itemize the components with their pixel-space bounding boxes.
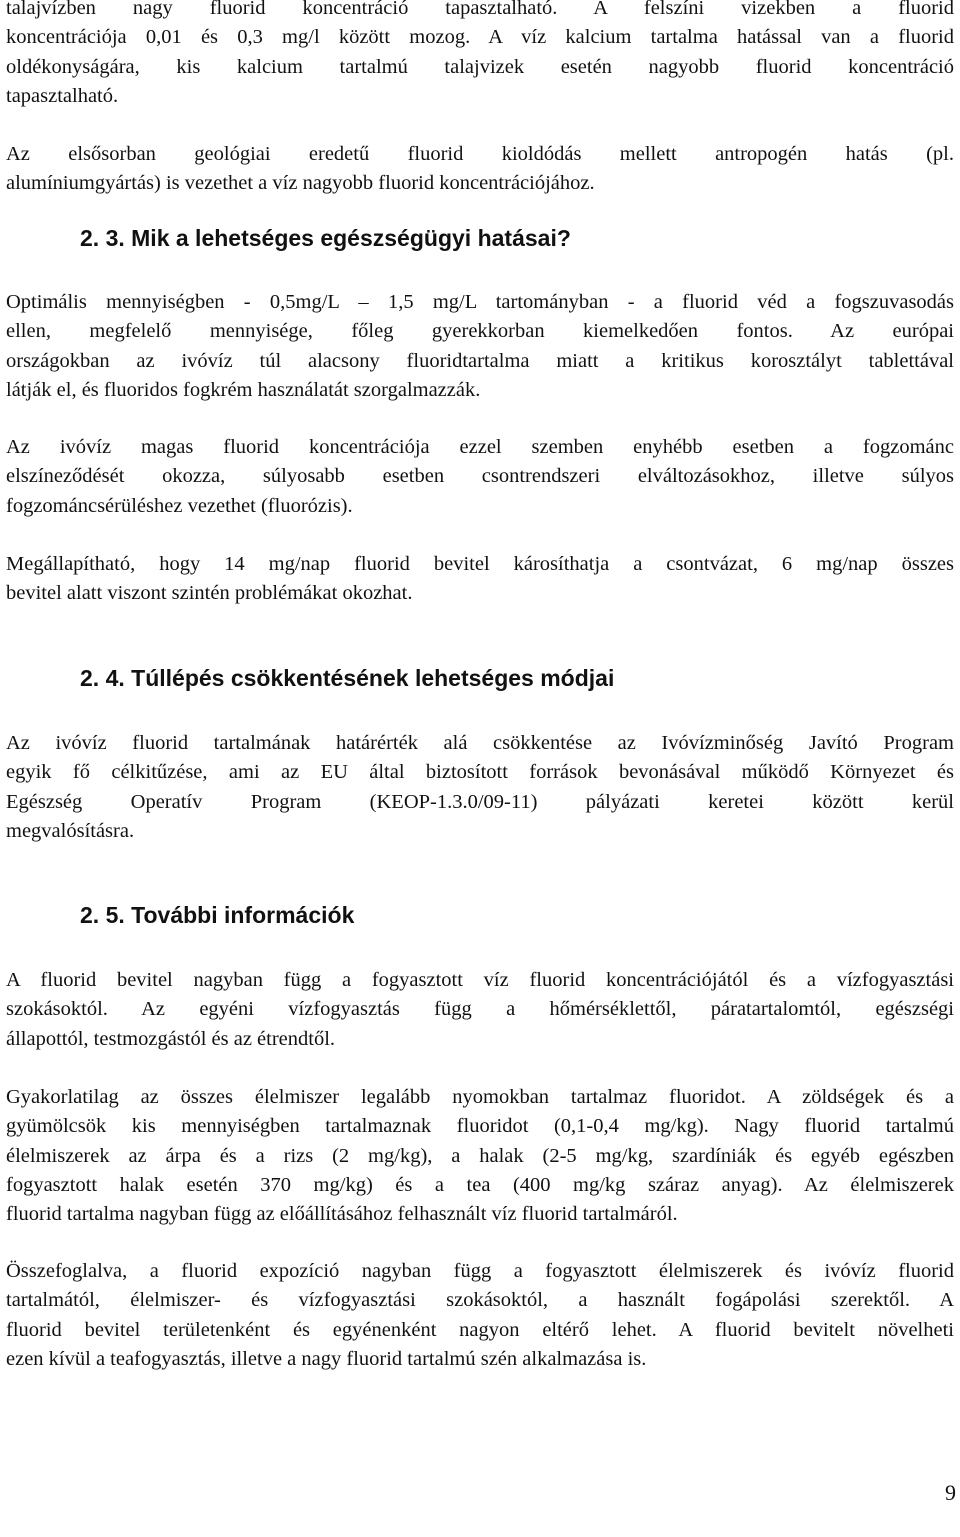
text-line: egyik fő célkitűzése, ami az EU által biztosított források bevonásával működő Környezet és — [6, 761, 954, 784]
text-line: megvalósításra. — [6, 819, 135, 842]
section-heading-2-5: 2. 5. További információk — [80, 902, 355, 928]
text-line: Egészség Operatív Program (KEOP-1.3.0/09-11) pályázati keretei között kerül — [6, 790, 954, 813]
text-line: gyümölcsök kis mennyiségben tartalmaznak fluoridot (0,1-0,4 mg/kg). Nagy fluorid tartalmú — [6, 1115, 954, 1138]
text-line: látják el, és fluoridos fogkrém használatát szorgalmazzák. — [6, 378, 481, 401]
paragraph-fluoride-groundwater — [6, 0, 954, 111]
text-line: A fluorid bevitel nagyban függ a fogyasztott víz fluorid koncentrációjától és a vízfogyasztási — [6, 969, 954, 991]
text-line: tapasztalható. — [6, 84, 119, 107]
paragraph-intake-dependence — [6, 966, 954, 1054]
section-heading-2-3: 2. 3. Mik a lehetséges egészségügyi hatásai? — [80, 225, 571, 251]
text-line: Gyakorlatilag az összes élelmiszer legalább nyomokban tartalmaz fluoridot. A zöldségek és a — [6, 1086, 954, 1108]
paragraph-high-concentration — [6, 433, 954, 521]
text-line: talajvízben nagy fluorid koncentráció tapasztalható. A felszíni vizekben a fluorid — [6, 0, 954, 19]
text-line: ellen, megfelelő mennyisége, főleg gyerekkorban kiemelkedően fontos. Az európai — [6, 320, 954, 343]
paragraph-optimal-amount — [6, 288, 954, 405]
paragraph-daily-intake — [6, 550, 954, 609]
text-line: szokásoktól. Az egyéni vízfogyasztás függ a hőmérséklettől, páratartalomtól, egészségi — [6, 998, 954, 1021]
text-line: koncentrációja 0,01 és 0,3 mg/l között mozog. A víz kalcium tartalma hatással van a fluorid — [6, 26, 954, 49]
text-line: Összefoglalva, a fluorid expozíció nagyban függ a fogyasztott élelmiszerek és ivóvíz fluorid — [6, 1260, 954, 1282]
paragraph-anthropogenic-effect — [6, 140, 954, 199]
text-line: Az elsősorban geológiai eredetű fluorid kioldódás mellett antropogén hatás (pl. — [6, 143, 954, 165]
text-line: fluorid bevitel területenként és egyénenként nagyon eltérő lehet. A fluorid bevitelt növelheti — [6, 1318, 954, 1341]
text-line: fogyasztott halak esetén 370 mg/kg) és a tea (400 mg/kg száraz anyag). Az élelmiszerek — [6, 1173, 954, 1196]
text-line: fogzománcsérüléshez vezethet (fluorózis). — [6, 494, 353, 517]
paragraph-reduction-program — [6, 729, 954, 846]
text-line: oldékonyságára, kis kalcium tartalmú talajvizek esetén nagyobb fluorid koncentráció — [6, 55, 954, 78]
text-line: Optimális mennyiségben - 0,5mg/L – 1,5 mg/L tartományban - a fluorid véd a fogszuvasodás — [6, 291, 954, 313]
text-line: alumíniumgyártás) is vezethet a víz nagyobb fluorid koncentrációjához. — [6, 172, 595, 195]
text-line: Az ivóvíz magas fluorid koncentrációja ezzel szemben enyhébb esetben a fogzománc — [6, 436, 954, 458]
text-line: Megállapítható, hogy 14 mg/nap fluorid bevitel károsíthatja a csontvázat, 6 mg/nap összes — [6, 553, 954, 575]
text-line: fluorid tartalma nagyban függ az előállításához felhasznált víz fluorid tartalmáról. — [6, 1203, 678, 1226]
text-line: Az ivóvíz fluorid tartalmának határérték alá csökkentése az Ivóvízminőség Javító Program — [6, 732, 954, 754]
paragraph-food-fluoride — [6, 1083, 954, 1229]
text-line: országokban az ivóvíz túl alacsony fluoridtartalma miatt a kritikus korosztályt tablettával — [6, 349, 954, 372]
paragraph-summary — [6, 1257, 954, 1374]
text-line: tartalmától, élelmiszer- és vízfogyasztási szokásoktól, a használt fogápolási szerektől. A — [6, 1289, 954, 1312]
text-line: ezen kívül a teafogyasztás, illetve a nagy fluorid tartalmú szén alkalmazása is. — [6, 1347, 647, 1370]
text-line: bevitel alatt viszont szintén problémákat okozhat. — [6, 582, 413, 605]
text-line: élelmiszerek az árpa és a rizs (2 mg/kg), a halak (2-5 mg/kg, szardíniák és egyéb egészben — [6, 1144, 954, 1167]
section-heading-2-4: 2. 4. Túllépés csökkentésének lehetséges módjai — [80, 665, 615, 691]
text-line: elszíneződését okozza, súlyosabb esetben csontrendszeri elváltozásokhoz, illetve súlyos — [6, 465, 954, 488]
text-line: állapottól, testmozgástól és az étrendtől. — [6, 1027, 336, 1050]
page-number: 9 — [945, 1480, 956, 1505]
